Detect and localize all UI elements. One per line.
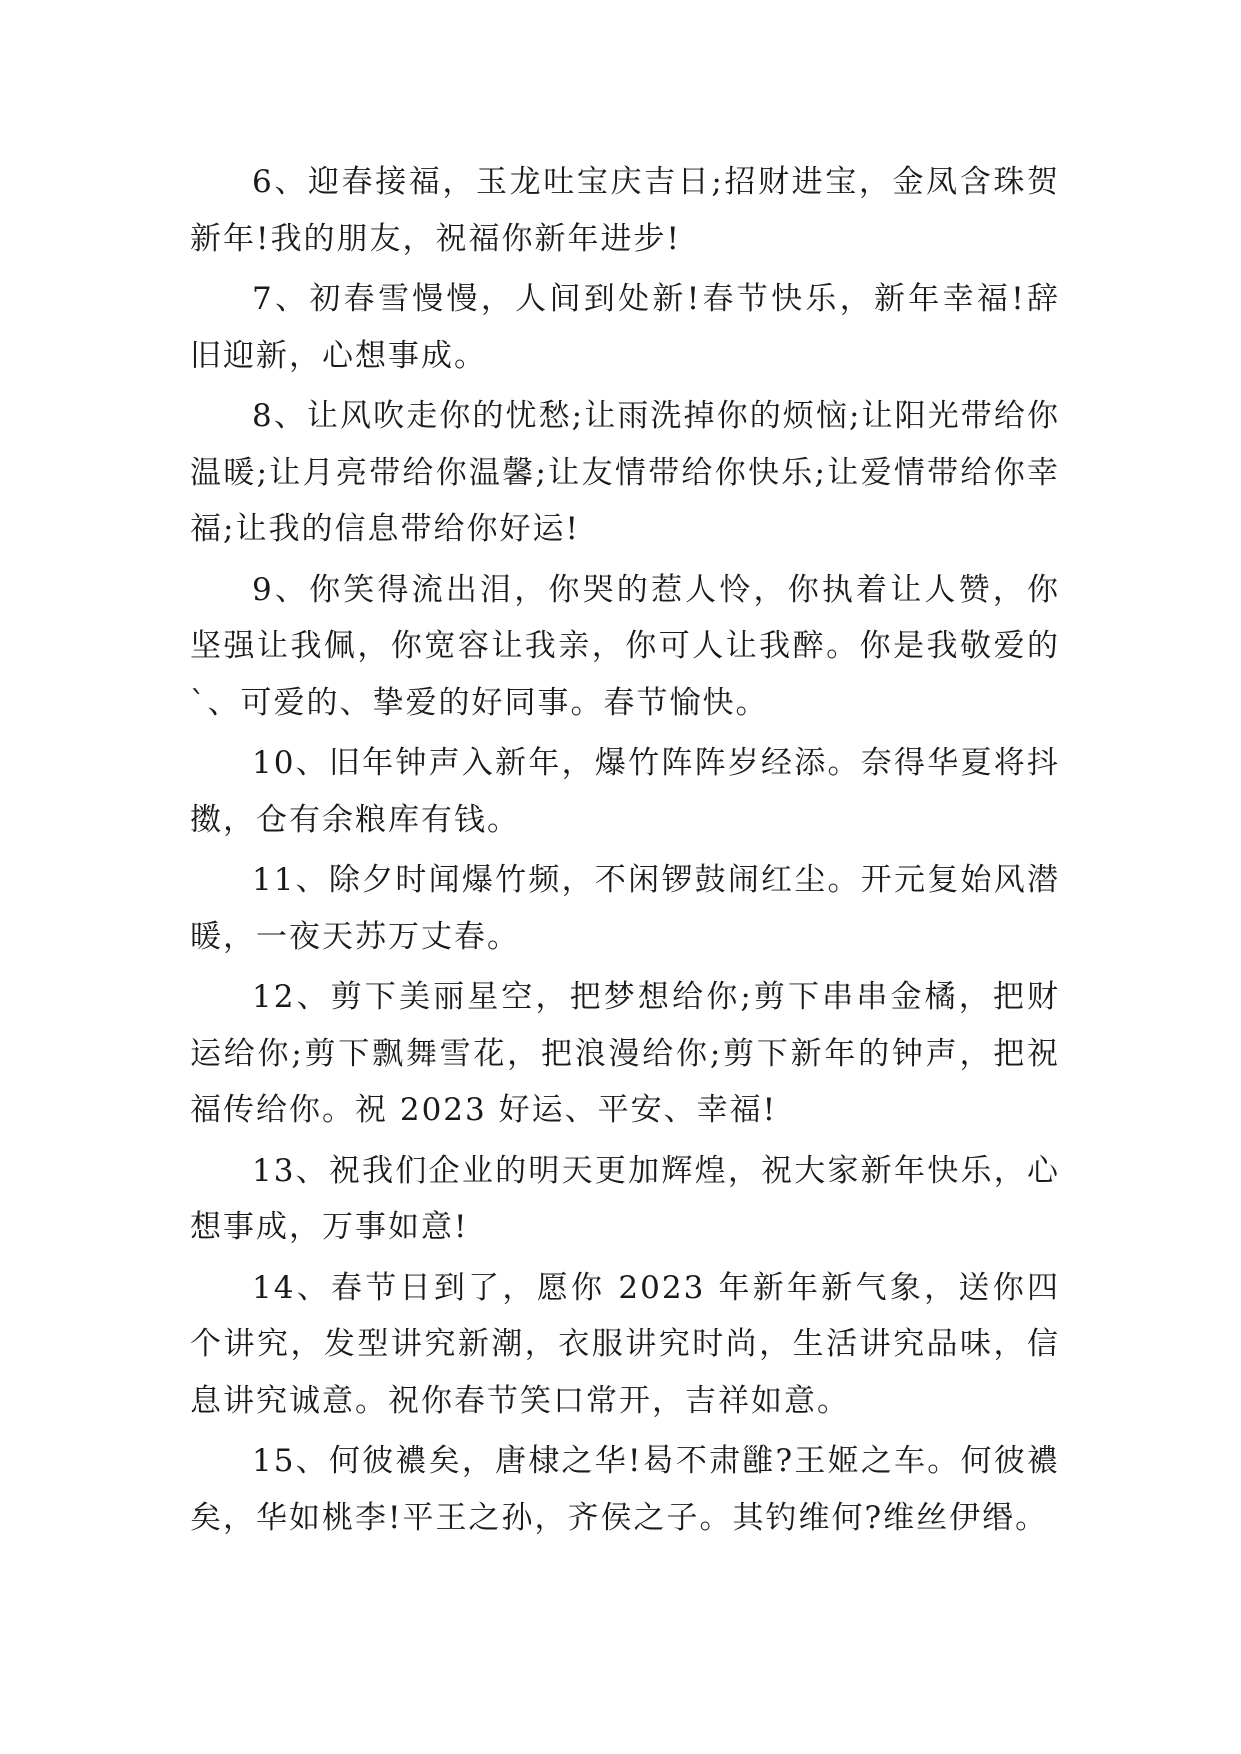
- document-body: [190, 154, 1060, 1550]
- paragraph-9: 9、你笑得流出泪，你哭的惹人怜，你执着让人赞，你坚强让我佩，你宽容让我亲，你可人让我醉。你是我敬爱的`、可爱的、挚爱的好同事。春节愉快。: [190, 571, 1060, 721]
- paragraph-15: 15、何彼襛矣，唐棣之华!曷不肃雝?王姬之车。何彼襛矣，华如桃李!平王之孙，齐侯之子。其钓维何?维丝伊缗。: [190, 1443, 1060, 1536]
- paragraph-11: 11、除夕时闻爆竹频，不闲锣鼓闹红尘。开元复始风潜暖，一夜天苏万丈春。: [190, 862, 1060, 955]
- paragraph-7: 7、初春雪慢慢，人间到处新!春节快乐，新年幸福!辞旧迎新，心想事成。: [190, 281, 1060, 374]
- paragraph-12: 12、剪下美丽星空，把梦想给你;剪下串串金橘，把财运给你;剪下飘舞雪花，把浪漫给你;剪下新年的钟声，把祝福传给你。祝 2023 好运、平安、幸福!: [190, 979, 1060, 1128]
- paragraph-14: 14、春节日到了，愿你 2023 年新年新气象，送你四个讲究，发型讲究新潮，衣服讲究时尚，生活讲究品味，信息讲究诚意。祝你春节笑口常开，吉祥如意。: [190, 1269, 1060, 1419]
- paragraph-10: 10、旧年钟声入新年，爆竹阵阵岁经添。奈得华夏将抖擞，仓有余粮库有钱。: [190, 745, 1060, 838]
- paragraph-6: 6、迎春接福，玉龙吐宝庆吉日;招财进宝，金凤含珠贺新年!我的朋友，祝福你新年进步!: [190, 164, 1060, 257]
- paragraph-13: 13、祝我们企业的明天更加辉煌，祝大家新年快乐，心想事成，万事如意!: [190, 1152, 1060, 1245]
- paragraph-8: 8、让风吹走你的忧愁;让雨洗掉你的烦恼;让阳光带给你温暖;让月亮带给你温馨;让友情带给你快乐;让爱情带给你幸福;让我的信息带给你好运!: [190, 398, 1060, 547]
